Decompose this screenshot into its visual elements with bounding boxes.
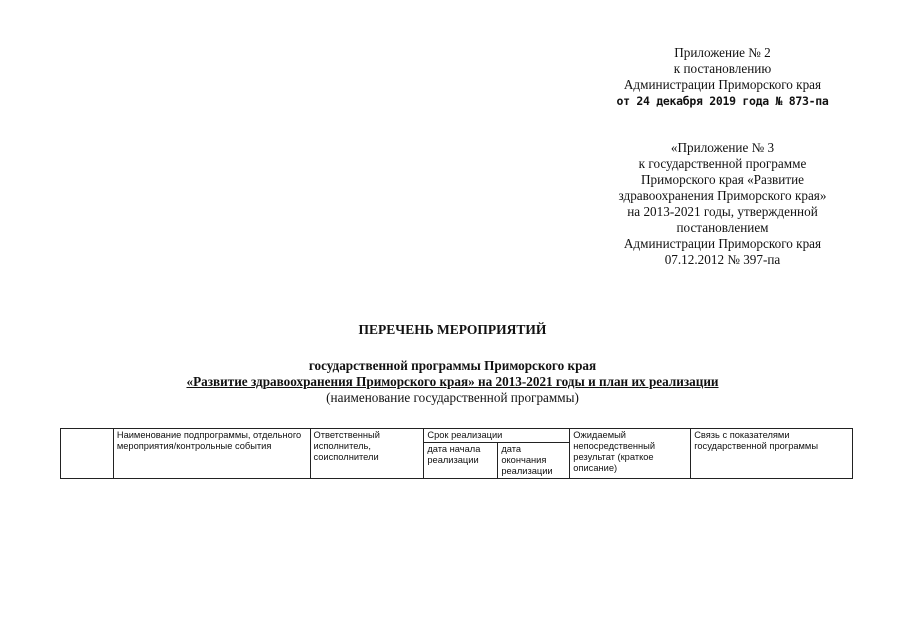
measures-table bbox=[60, 428, 853, 479]
appendix-2-issuer: Администрации Приморского края bbox=[623, 77, 822, 92]
appendix-2-number: Приложение № 2 bbox=[674, 45, 771, 60]
appendix-3-line-2: к государственной программе bbox=[638, 156, 807, 171]
header-responsible: Ответственный исполнитель, соисполнители bbox=[310, 429, 424, 479]
appendix-3-line-5: на 2013-2021 годы, утвержденной bbox=[627, 204, 818, 219]
appendix-3-date: 07.12.2012 № 397-па bbox=[664, 252, 781, 267]
header-link: Связь с показателями государственной программы bbox=[691, 429, 853, 479]
subtitle-block bbox=[0, 358, 905, 406]
subtitle-caption: (наименование государственной программы) bbox=[326, 390, 579, 405]
program-name: «Развитие здравоохранения Приморского края» на 2013-2021 годы и план их реализации bbox=[186, 374, 719, 389]
appendix-3-header bbox=[600, 140, 845, 268]
header-result: Ожидаемый непосредственный результат (краткое описание) bbox=[570, 429, 691, 479]
appendix-3-line-7: Администрации Приморского края bbox=[623, 236, 822, 251]
date-number-stamp: от 24 декабря 2019 года № 873-па bbox=[616, 94, 829, 108]
header-term: Срок реализации bbox=[424, 429, 570, 443]
header-start-date: дата начала реализации bbox=[424, 443, 498, 479]
page-title: ПЕРЕЧЕНЬ МЕРОПРИЯТИЙ bbox=[358, 322, 547, 337]
table-cell-number bbox=[61, 429, 114, 479]
subtitle-line-1: государственной программы Приморского края bbox=[308, 358, 597, 373]
appendix-3-line-3: Приморского края «Развитие bbox=[640, 172, 805, 187]
appendix-2-header bbox=[600, 45, 845, 109]
appendix-3-line-6: постановлением bbox=[676, 220, 769, 235]
header-end-date: дата окончания реализации bbox=[498, 443, 570, 479]
appendix-3-number: «Приложение № 3 bbox=[670, 140, 775, 155]
appendix-3-line-4: здравоохранения Приморского края» bbox=[618, 188, 827, 203]
table-header-row bbox=[61, 429, 853, 443]
header-name: Наименование подпрограммы, отдельного мероприятия/контрольные события bbox=[113, 429, 310, 479]
appendix-2-ref: к постановлению bbox=[673, 61, 772, 76]
